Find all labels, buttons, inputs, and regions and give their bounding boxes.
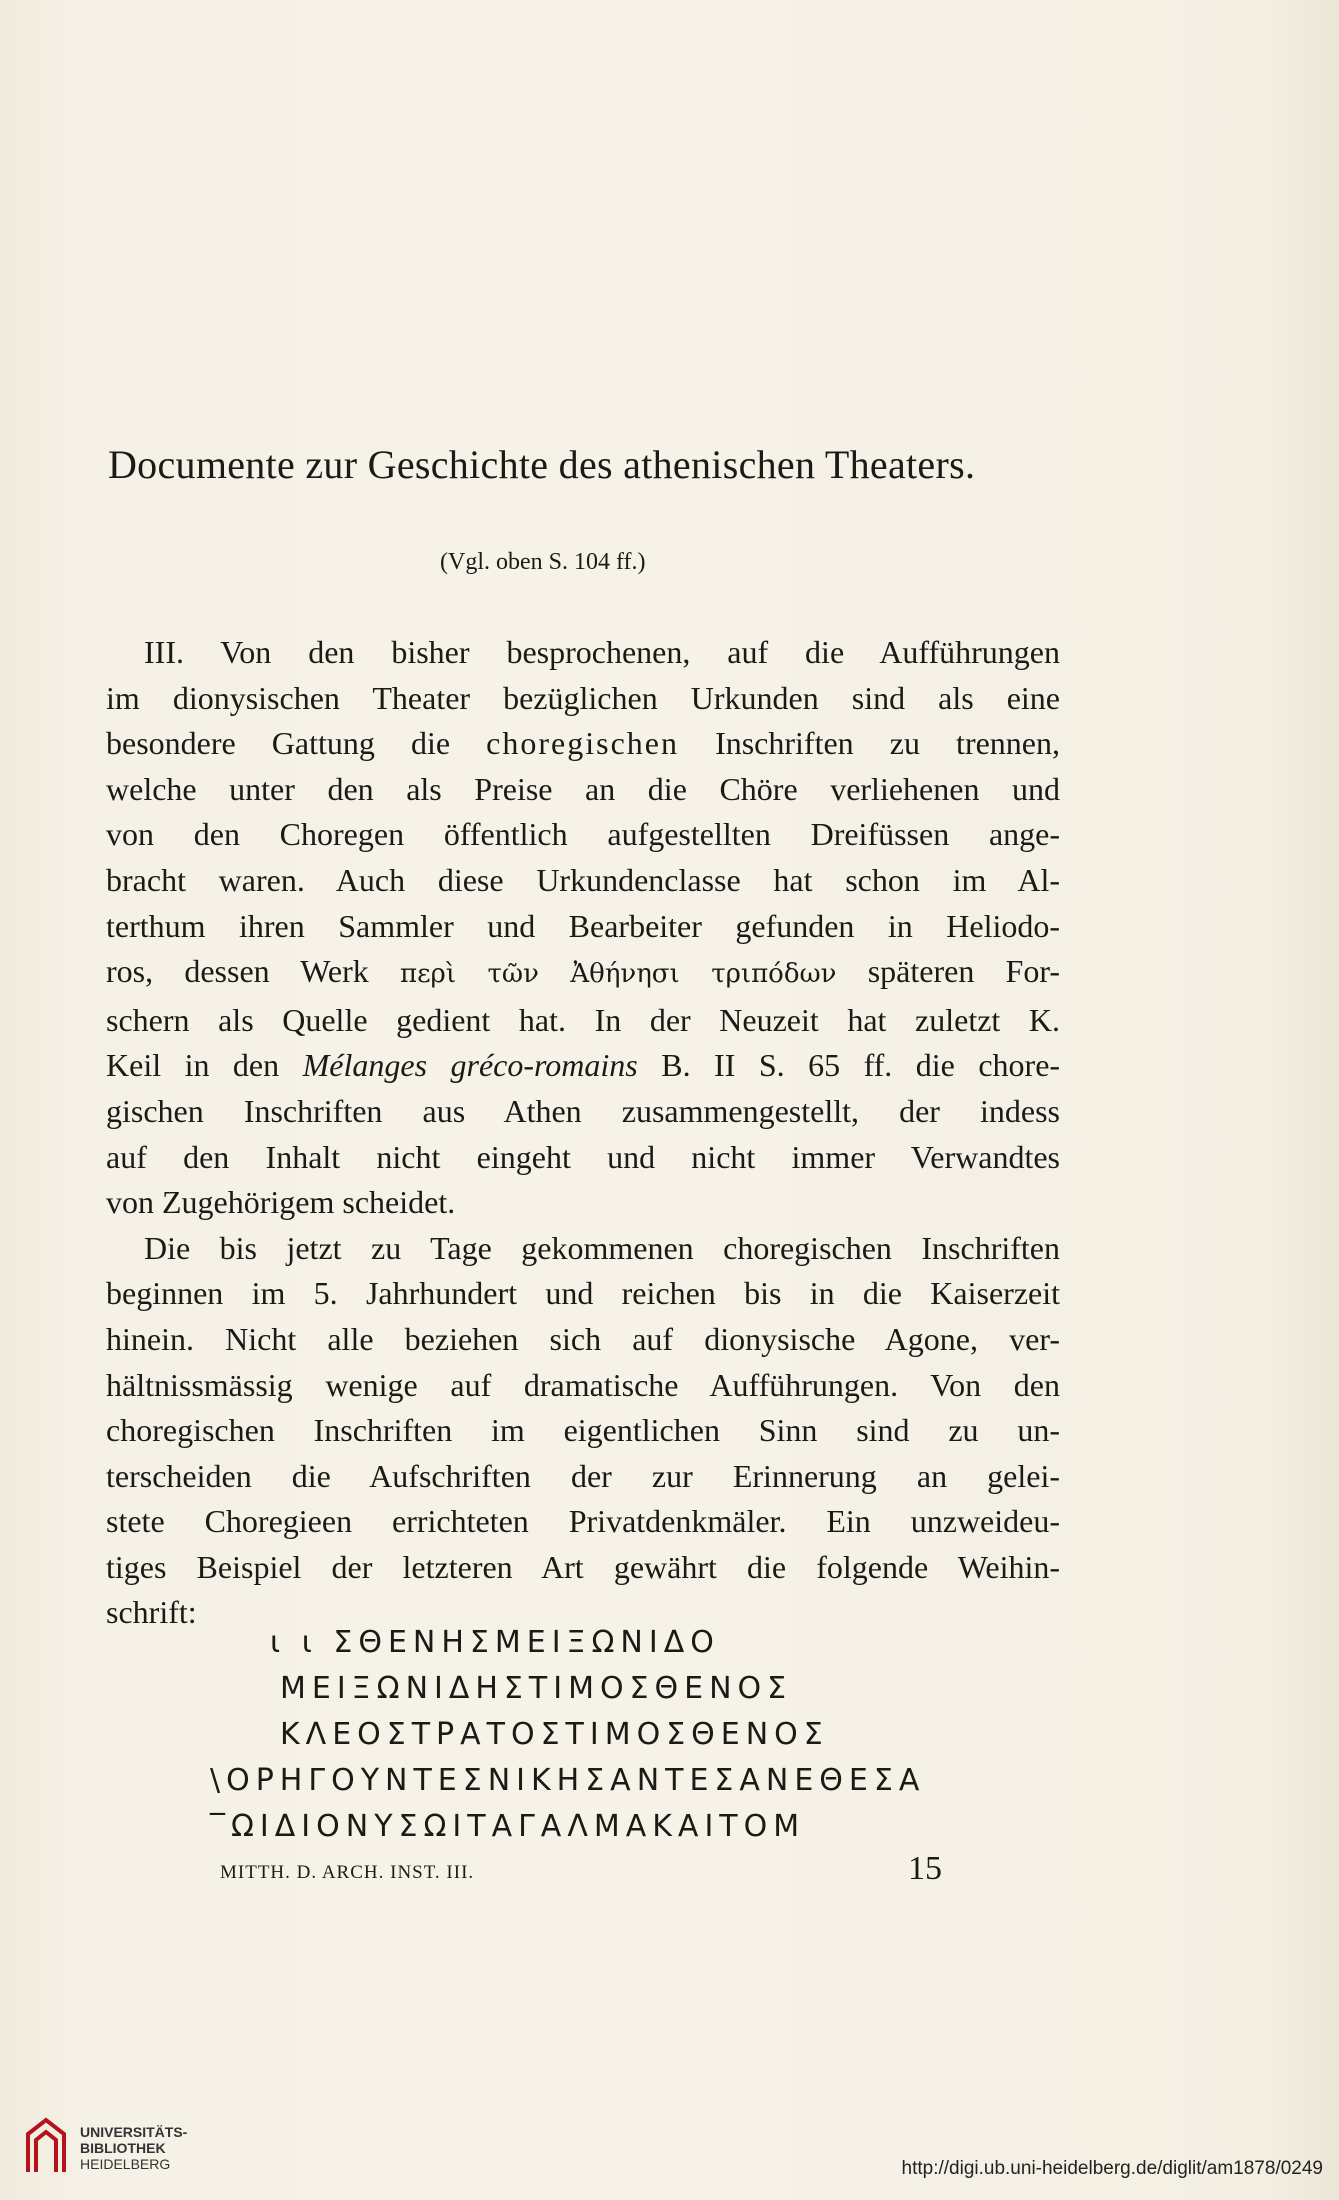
paragraph-1-cont — [106, 676, 1060, 1226]
inscription-line: \ΟΡΗΓΟΥΝΤΕΣΝΙΚΗΣΑΝΤΕΣΑΝΕΘΕΣΑ — [210, 1763, 926, 1798]
text-line: terscheiden die Aufschriften der zur Erinnerung an gelei- — [106, 1457, 1060, 1494]
inscription-line: ι ι ΣΘΕΝΗΣΜΕΙΞΩΝΙΔΟ — [270, 1625, 720, 1660]
inscription-line: ΜΕΙΞΩΝΙΔΗΣΤΙΜΟΣΘΕΝΟΣ — [280, 1671, 793, 1706]
text-line: von Zugehörigem scheidet. — [106, 1184, 456, 1221]
inscription-line: ‾ΩΙΔΙΟΝΥΣΩΙΤΑΓΑΛΜΑΚΑΙΤΟΜ — [210, 1809, 806, 1844]
spaced-word: choregischen — [486, 725, 679, 762]
text-line: schern als Quelle gedient hat. In der Neuzeit hat zuletzt K. — [106, 1001, 1060, 1038]
text-line: terthum ihren Sammler und Bearbeiter gefunden in Heliodo- — [106, 907, 1060, 944]
text-line: III. Von den bisher besprochenen, auf die Aufführungen — [144, 634, 1060, 670]
library-line: HEIDELBERG — [80, 2156, 171, 2172]
library-logo-icon — [24, 2116, 68, 2176]
text-fragment: späteren For- — [867, 953, 1060, 990]
text-line — [106, 1043, 1060, 1089]
text-line: stete Choregieen errichteten Privatdenkmäler. Ein unzweideu- — [106, 1503, 1060, 1540]
text-line: hinein. Nicht alle beziehen sich auf dionysische Agone, ver- — [106, 1320, 1060, 1357]
text-line: gischen Inschriften aus Athen zusammengestellt, der indess — [106, 1092, 1060, 1129]
reference-note: (Vgl. oben S. 104 ff.) — [440, 549, 646, 575]
source-url-link[interactable]: http://digi.ub.uni-heidelberg.de/diglit/am1878/0249 — [901, 2158, 1323, 2179]
text-line: welche unter den als Preise an die Chöre verliehenen und — [106, 770, 1060, 807]
text-fragment: ros, dessen Werk — [106, 953, 369, 990]
text-line: im dionysischen Theater bezüglichen Urkunden sind als eine — [106, 679, 1060, 716]
paragraph-2-cont — [106, 1271, 1060, 1636]
text-line: hältnissmässig wenige auf dramatische Aufführungen. Von den — [106, 1366, 1060, 1403]
text-line: choregischen Inschriften im eigentlichen Sinn sind zu un- — [106, 1412, 1060, 1449]
text-line — [106, 721, 1060, 767]
body-text — [106, 630, 1060, 1636]
text-fragment: Keil in den — [106, 1047, 280, 1084]
page-number: 15 — [908, 1850, 942, 1887]
page-title: Documente zur Geschichte des athenischen Theaters. — [108, 442, 976, 487]
text-line: beginnen im 5. Jahrhundert und reichen bis in die Kaiserzeit — [106, 1275, 1060, 1312]
library-line: BIBLIOTHEK — [80, 2140, 166, 2156]
paragraph-2 — [106, 1226, 1060, 1272]
journal-footer: MITTH. D. ARCH. INST. III. — [220, 1862, 475, 1883]
text-fragment: B. II S. 65 ff. die chore- — [661, 1047, 1061, 1084]
library-name — [80, 2124, 187, 2172]
text-line — [106, 949, 1060, 998]
text-fragment: besondere Gattung die — [106, 725, 487, 762]
greek-inscription — [210, 1620, 1090, 1850]
text-line: von den Choregen öffentlich aufgestellten Dreifüssen ange- — [106, 816, 1060, 853]
paragraph-1 — [106, 630, 1060, 676]
text-line: schrift: — [106, 1594, 197, 1631]
library-line: UNIVERSITÄTS- — [80, 2124, 188, 2140]
italic-title: Mélanges gréco-romains — [302, 1047, 638, 1084]
text-fragment: Inschriften zu trennen, — [678, 725, 1061, 762]
text-line: Die bis jetzt zu Tage gekommenen choregischen Inschriften — [144, 1229, 1060, 1266]
text-line: tiges Beispiel der letzteren Art gewährt die folgende Weihin- — [106, 1548, 1060, 1585]
inscription-line: ΚΛΕΟΣΤΡΑΤΟΣΤΙΜΟΣΘΕΝΟΣ — [280, 1717, 829, 1752]
text-line: auf den Inhalt nicht eingeht und nicht immer Verwandtes — [106, 1138, 1060, 1175]
text-line: bracht waren. Auch diese Urkundenclasse hat schon im Al- — [106, 861, 1060, 898]
greek-title: περὶ τῶν Ἀθήνησι τριπόδων — [400, 959, 837, 990]
